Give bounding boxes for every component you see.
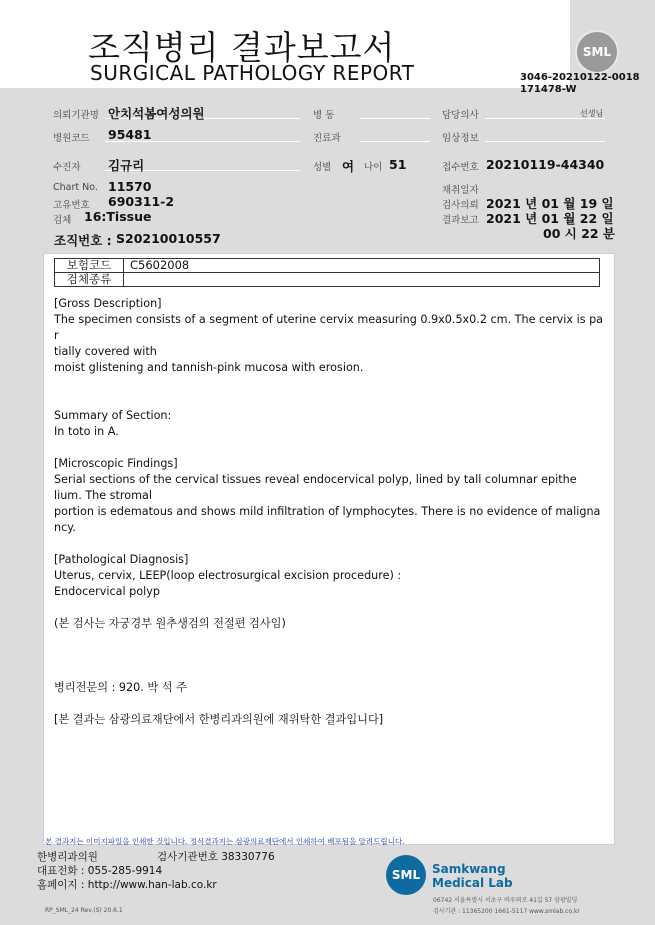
lab-number: 검사기관번호 38330776 [157, 851, 275, 863]
report-title-korean: 조직병리 결과보고서 [88, 28, 396, 67]
consignment-note: [본 결과는 삼광의료재단에서 한병리과의원에 재위탁한 결과입니다] [54, 713, 384, 726]
clinic-homepage[interactable]: 홈페이지 : http://www.han-lab.co.kr [37, 879, 217, 891]
specimen-value: 16:Tissue [84, 209, 152, 224]
department-underline [360, 126, 430, 142]
chart-no-value: 11570 [108, 179, 152, 194]
institution-label: 의뢰기관명 [53, 110, 99, 121]
report-date-label: 결과보고 [442, 215, 479, 226]
pathologist: 병리전문의 : 920. 박 석 주 [54, 681, 187, 694]
samkwang-name [432, 862, 513, 890]
ward-underline [360, 103, 430, 119]
collect-date-label: 채취일자 [442, 185, 479, 196]
samkwang-name-line1: Samkwang [432, 862, 506, 876]
report-number [520, 72, 640, 96]
table-row [55, 273, 600, 287]
diagnosis-title: [Pathological Diagnosis] [54, 553, 189, 566]
hospital-code-label: 병원코드 [53, 133, 90, 144]
report-number-line1: 3046-20210122-0018 [520, 72, 640, 83]
report-body-panel [43, 253, 615, 845]
report-text [54, 296, 604, 728]
doctor-value: 선생님 [580, 109, 604, 118]
microscopic-title: [Microscopic Findings] [54, 457, 178, 470]
patient-name: 김규리 [108, 158, 145, 173]
report-number-line2: 171478-W [520, 84, 577, 95]
receipt-no-value: 20210119-44340 [486, 157, 605, 172]
chart-no-label: Chart No. [53, 182, 98, 193]
sex-label: 성별 [313, 162, 332, 173]
sml-logo-icon: SML [575, 30, 619, 74]
specimen-label: 검체 [53, 215, 72, 226]
samkwang-logo-icon: SML [386, 855, 426, 895]
receipt-no-label: 접수번호 [442, 162, 479, 173]
doctor-label: 담당의사 [442, 110, 479, 121]
gross-title: [Gross Description] [54, 297, 162, 310]
summary-title: Summary of Section: [54, 409, 172, 422]
unique-no-value: 690311-2 [108, 194, 175, 209]
specimen-type-value [124, 273, 600, 287]
clinical-info-underline [485, 126, 605, 142]
clinic-phone: 대표전화 : 055-285-9914 [37, 865, 163, 877]
print-notice: 본 결과지는 이미지파일을 인쇄한 것입니다. 정식결과지는 삼광의료재단에서 인쇄하여 배포됨을 알려드립니다. [45, 837, 405, 846]
tissue-no-label: 조직번호 : [54, 233, 112, 248]
clinic-name: 한병리과의원 [37, 851, 98, 863]
request-date-label: 검사의뢰 [442, 200, 479, 211]
age-label: 나이 [364, 162, 383, 173]
diagnosis-text: Uterus, cervix, LEEP(loop electrosurgical excision procedure) : Endocervical polyp [54, 569, 402, 598]
sex-value: 여 [342, 159, 355, 174]
form-code: RP_SML_24 Rev.(S) 20.6.1 [45, 907, 123, 914]
ward-label: 병 동 [313, 110, 335, 121]
specimen-type-label: 검체종류 [55, 273, 124, 287]
hospital-code-value: 95481 [108, 127, 152, 142]
patient-label: 수진자 [53, 162, 81, 173]
request-date-value: 2021 년 01 월 19 일 [486, 196, 614, 211]
age-value: 51 [389, 157, 407, 172]
report-title-english: SURGICAL PATHOLOGY REPORT [90, 61, 415, 85]
samkwang-contact: 검사기관 : 11365200 1661-5117 www.smlab.co.kr [433, 908, 580, 915]
microscopic-text: Serial sections of the cervical tissues reveal endocervical polyp, lined by tall columnar epithe lium. The stromal portion is edematous and shows mild infiltration of lymphocytes. There is no evidence of maligna ncy. [54, 473, 601, 534]
unique-no-label: 고유번호 [53, 200, 90, 211]
clinical-info-label: 임상정보 [442, 133, 479, 144]
report-time-value: 00 시 22 분 [543, 226, 615, 241]
insurance-code-value: C5602008 [124, 259, 600, 273]
summary-text: In toto in A. [54, 425, 119, 438]
specimen-note: (본 검사는 자궁경부 원추생검의 전절편 검사임) [54, 617, 286, 630]
institution-value: 안치석봄여성의원 [108, 106, 205, 121]
table-row [55, 259, 600, 273]
insurance-code-label: 보험코드 [55, 259, 124, 273]
tissue-no-value: S20210010557 [116, 231, 221, 246]
gross-text: The specimen consists of a segment of uterine cervix measuring 0.9x0.5x0.2 cm. The cervix is par tially covered with moist glistening and tannish-pink mucosa with erosion. [54, 313, 604, 374]
samkwang-name-line2: Medical Lab [432, 876, 513, 890]
insurance-table [54, 258, 600, 287]
samkwang-address: 06742 서울특별시 서초구 바우뫼로 41길 57 삼광빌딩 [433, 897, 578, 904]
report-date-value: 2021 년 01 월 22 일 [486, 211, 614, 226]
department-label: 진료과 [313, 133, 341, 144]
